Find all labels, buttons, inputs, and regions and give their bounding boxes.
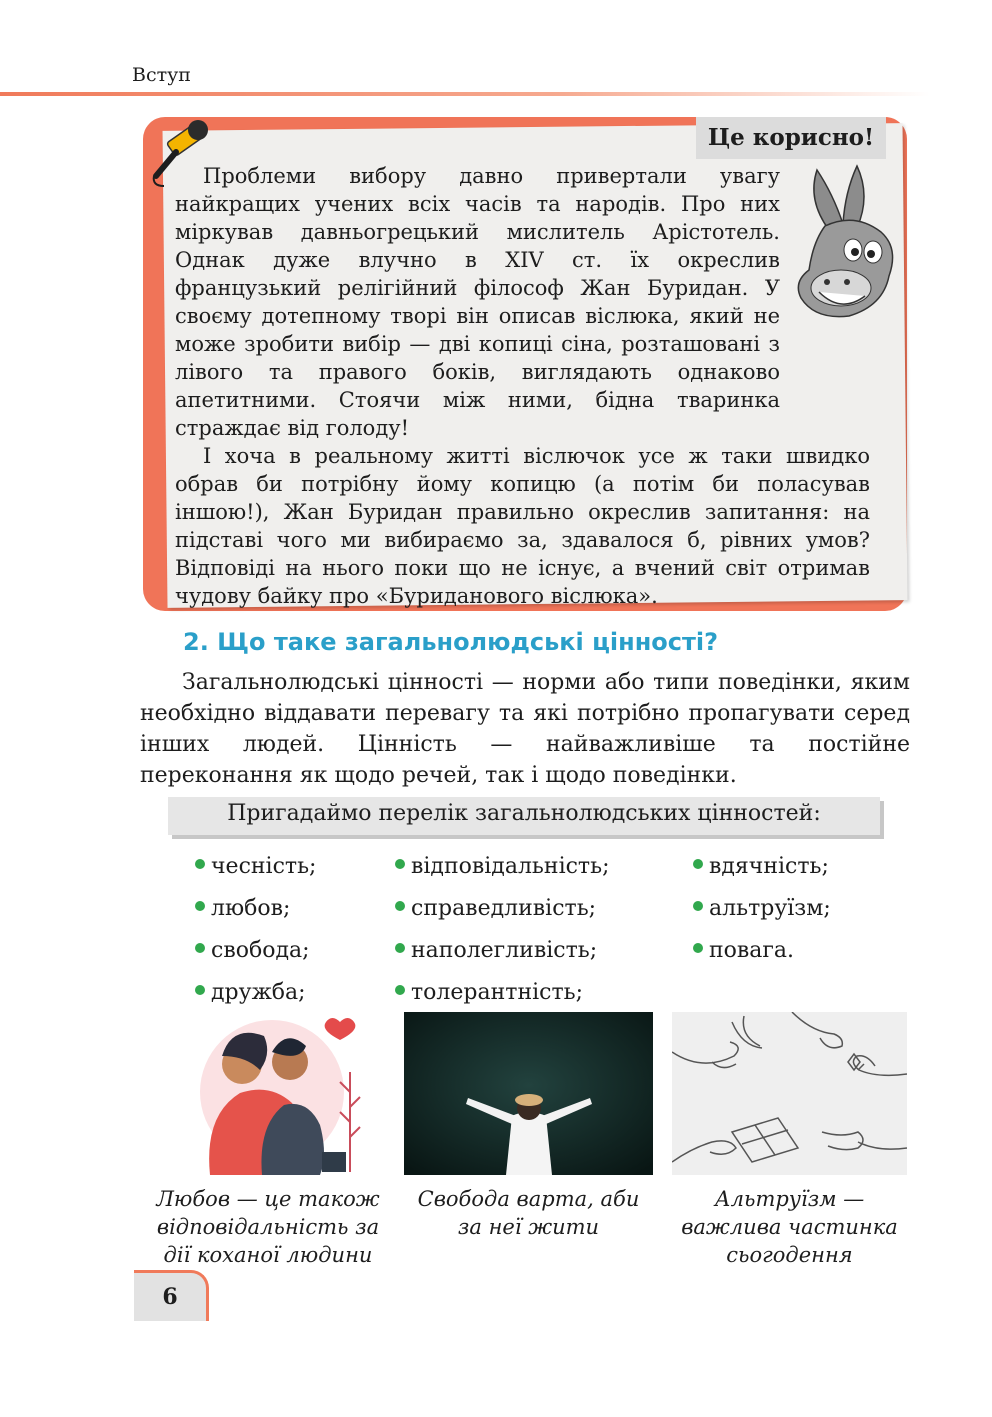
chapter-label: Вступ [132,64,191,86]
caption-freedom: Свобода варта, аби за неї жити [417,1187,640,1239]
bullet-icon [693,901,703,911]
list-item: свобода; [195,930,316,972]
recall-banner [168,797,880,835]
recall-text: Пригадаймо перелік загальнолюдських цінностей: [227,801,821,826]
list-item: альтруїзм; [693,888,831,930]
list-item: чесність; [195,846,316,888]
page-number-tab [134,1270,209,1321]
bullet-icon [395,943,405,953]
list-item: наполегливість; [395,930,610,972]
info-box-text [175,162,870,610]
list-item: дружба; [195,972,316,1014]
bullet-icon [195,985,205,995]
love-illustration [172,1012,370,1175]
values-column-1 [195,846,316,1014]
bullet-icon [395,859,405,869]
section-paragraph: Загальнолюдські цінності — норми або типи поведінки, яким необхідно віддавати перевагу та які потрібно пропагувати серед інших людей. Цінність — найважливіше та постійне переконання як щодо речей, так і щодо поведінки. [140,670,910,788]
bullet-icon [395,901,405,911]
values-column-2 [395,846,610,1014]
bullet-icon [693,859,703,869]
bullet-icon [195,943,205,953]
caption-love: Любов — це також відповідальність за дії коханої людини [156,1187,380,1267]
header-divider [0,92,930,96]
info-box-tag: Це корисно! [696,117,886,159]
section-body [140,667,910,791]
section-heading: 2. Що таке загальнолюдські цінності? [183,628,719,656]
caption-altruism: Альтруїзм — важлива частинка сьогодення [681,1187,898,1267]
page-number: 6 [162,1284,178,1310]
info-paragraph-2: І хоча в реальному житті віслючок усе ж таки швидко обрав би потрібну йому копицю (а потім би поласував іншою!), Жан Буридан правильно окреслив запитання: на підставі чого ми вибираємо за, здавалося б, рівних умов? Відповіді на нього поки що не існує, а вчений світ отримав чудову байку про «Буриданового віслюка». [175,444,870,608]
list-item: відповідальність; [395,846,610,888]
list-item: толерантність; [395,972,610,1014]
bullet-icon [195,901,205,911]
freedom-photo [404,1012,653,1175]
list-item: справедливість; [395,888,610,930]
altruism-illustration [672,1012,907,1175]
list-item: повага. [693,930,831,972]
bullet-icon [693,943,703,953]
bullet-icon [195,859,205,869]
info-paragraph-1: Проблеми вибору давно привертали увагу найкращих учених всіх часів та народів. Про них міркував давньогрецький мислитель Арістотель. Однак дуже влучно в XIV ст. їх окреслив французький релігійний філософ Жан Буридан. У своєму дотепному творі він описав віслюка, який не може зробити вибір — дві копиці сіна, розташовані з лівого та правого боків, виглядають однаково апетитними. Стоячи між ними, бідна тваринка страждає від голоду! [175,164,780,440]
values-column-3 [693,846,831,972]
list-item: любов; [195,888,316,930]
list-item: вдячність; [693,846,831,888]
bullet-icon [395,985,405,995]
